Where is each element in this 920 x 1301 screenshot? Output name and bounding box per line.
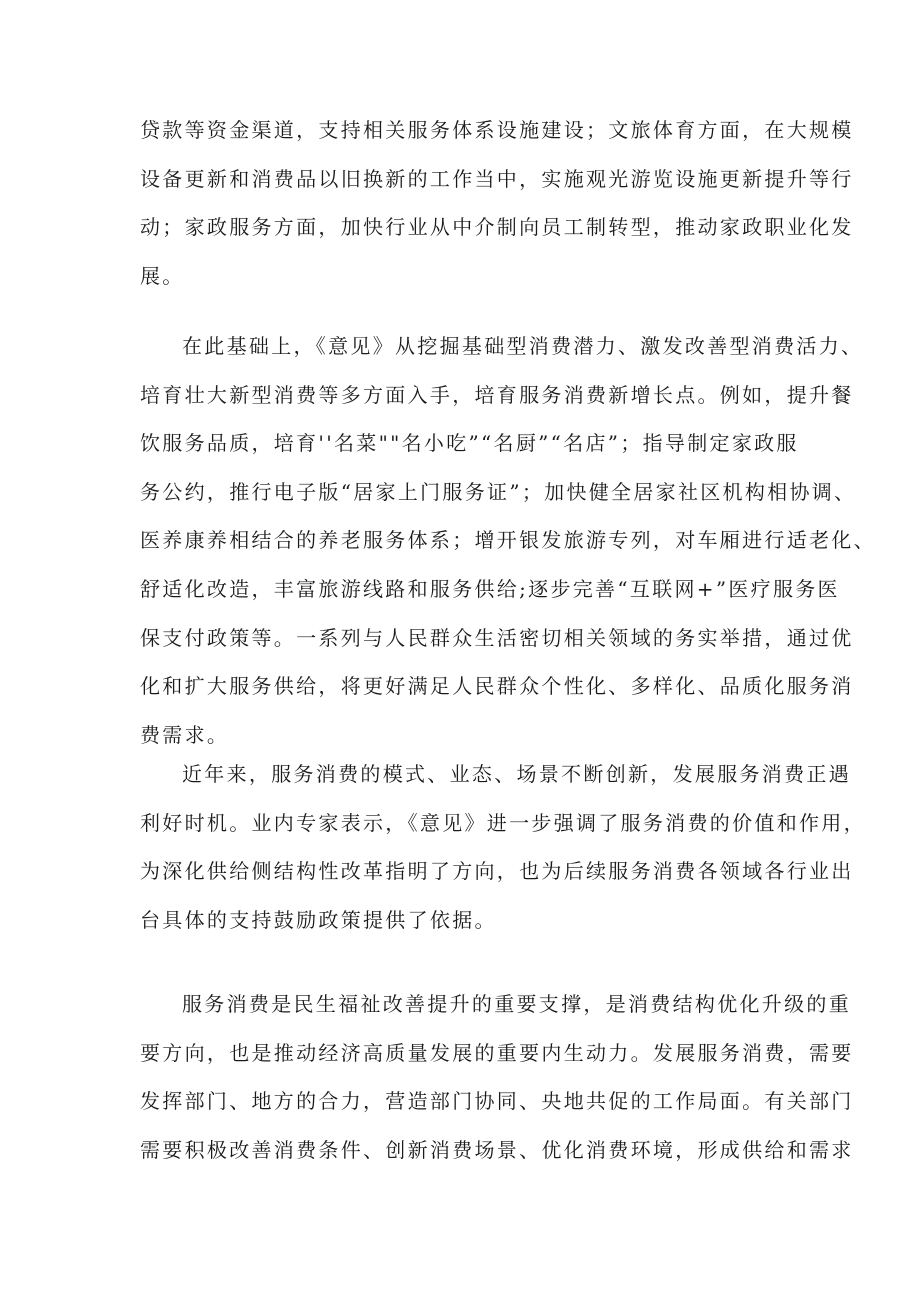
paragraph-line: 费需求。 bbox=[140, 722, 230, 747]
paragraph-2 bbox=[140, 322, 876, 759]
paragraph-line: 服务消费是民生福祉改善提升的重要支撑，是消费结构优化升级的重 bbox=[182, 992, 851, 1016]
paragraph-line: 台具体的支持鼓励政策提供了依据。 bbox=[140, 907, 497, 932]
paragraph-line: 保支付政策等。一系列与人民群众生活密切相关领域的务实举措，通过优 bbox=[140, 625, 854, 650]
paragraph-line: 展。 bbox=[140, 263, 185, 288]
paragraph-line: 化和扩大服务供给，将更好满足人民群众个性化、多样化、品质化服务消 bbox=[140, 674, 854, 699]
paragraph-line: 培育壮大新型消费等多方面入手，培育服务消费新增长点。例如，提升餐 bbox=[140, 382, 854, 407]
paragraph-line: 医养康养相结合的养老服务体系；增开银发旅游专列，对车厢进行适老化、 bbox=[140, 528, 876, 553]
paragraph-line: 要方向，也是推动经济高质量发展的重要内生动力。发展服务消费，需要 bbox=[140, 1040, 854, 1065]
paragraph-line: 发挥部门、地方的合力，营造部门协同、央地共促的工作局面。有关部门 bbox=[140, 1089, 854, 1114]
paragraph-line: 近年来，服务消费的模式、业态、场景不断创新，发展服务消费正遇 bbox=[182, 762, 851, 786]
paragraph-line: 为深化供给侧结构性改革指明了方向，也为后续服务消费各领域各行业出 bbox=[140, 859, 854, 884]
paragraph-line: 需要积极改善消费条件、创新消费场景、优化消费环境，形成供给和需求 bbox=[140, 1137, 854, 1162]
paragraph-line: 在此基础上，《意见》从挖掘基础型消费潜力、激发改善型消费活力、 bbox=[182, 334, 864, 358]
paragraph-line: 舒适化改造，丰富旅游线路和服务供给;逐步完善“互联网+”医疗服务医 bbox=[140, 576, 840, 601]
paragraph-line: 动；家政服务方面，加快行业从中介制向员工制转型，推动家政职业化发 bbox=[140, 215, 854, 240]
paragraph-line: 利好时机。业内专家表示，《意见》进一步强调了服务消费的价值和作用， bbox=[140, 810, 866, 835]
paragraph-line: 设备更新和消费品以旧换新的工作当中，实施观光游览设施更新提升等行 bbox=[140, 166, 854, 191]
paragraph-3 bbox=[140, 750, 866, 944]
paragraph-line: 饮服务品质，培育''名菜""名小吃”“名厨”“名店”；指导制定家政服 bbox=[140, 431, 799, 456]
paragraph-line: 务公约，推行电子版“居家上门服务证”；加快健全居家社区机构相协调、 bbox=[140, 479, 857, 504]
paragraph-line: 贷款等资金渠道，支持相关服务体系设施建设；文旅体育方面，在大规模 bbox=[140, 118, 854, 142]
paragraph-1 bbox=[140, 106, 854, 300]
paragraph-4 bbox=[140, 980, 854, 1174]
